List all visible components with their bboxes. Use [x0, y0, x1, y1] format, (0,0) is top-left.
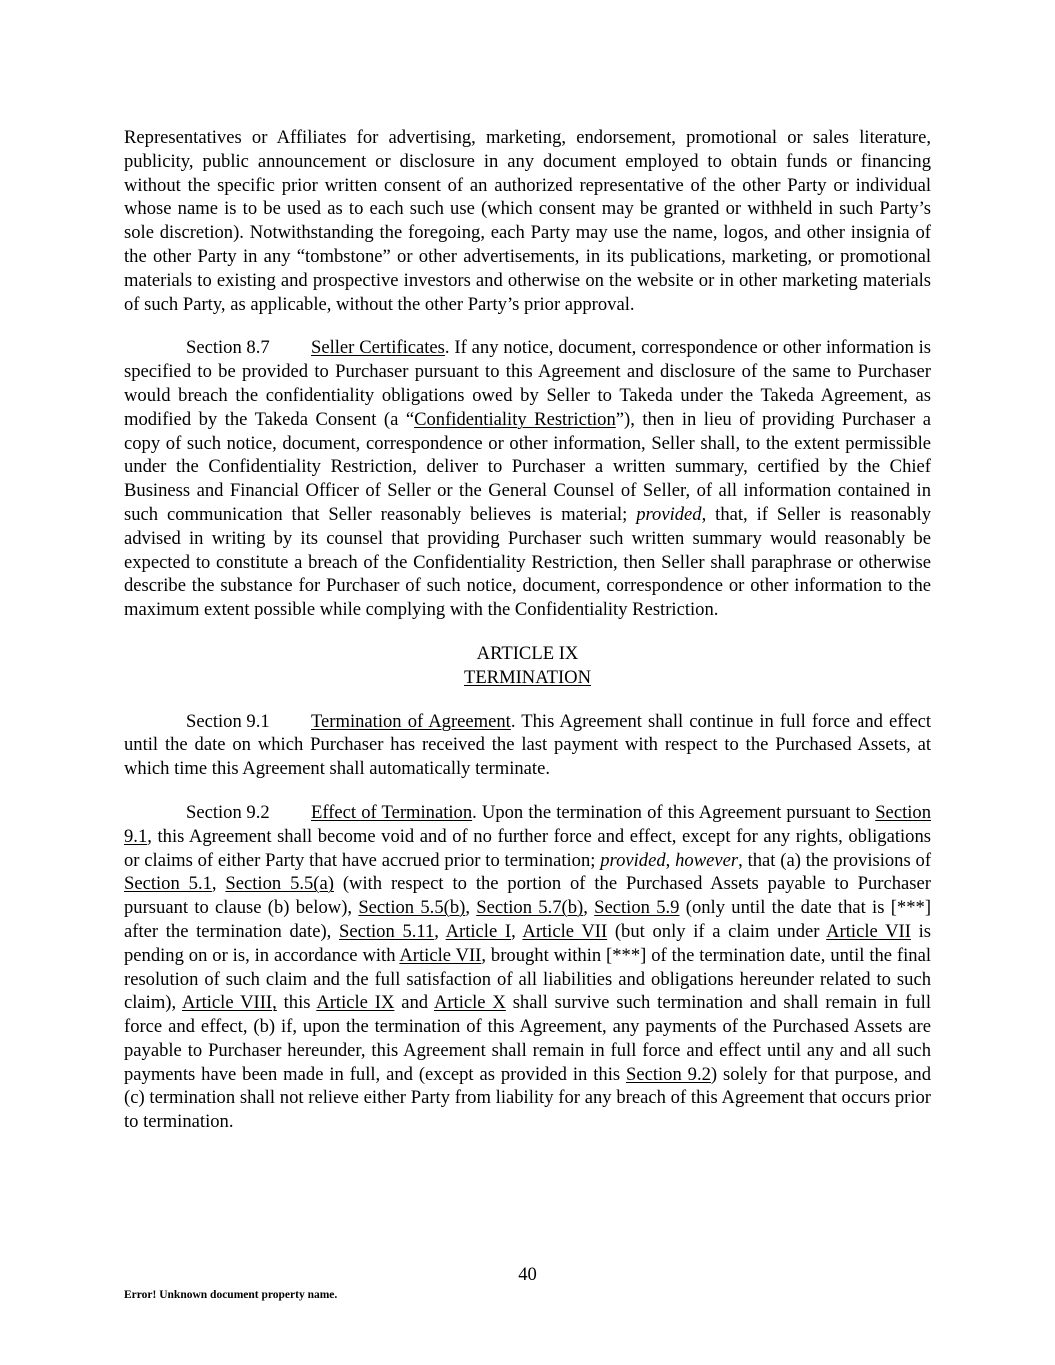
section-title: Termination of Agreement — [311, 710, 511, 732]
article-heading-number: ARTICLE IX — [476, 642, 579, 664]
section-9-1: Section 9.1 Termination of Agreement. This Agreement shall continue in full force and effect until the date on which Purchaser has received the last payment with respect to the Purchased Assets, at which time this Agreement shall automatically terminate. — [124, 710, 931, 780]
cross-reference: Article VII — [826, 920, 911, 942]
paragraph-publicity: Representatives or Affiliates for advertising, marketing, endorsement, promotional or sales literature, publicity, public announcement or disclosure in any document employed to obtain funds or financing without the specific prior written consent of an authorized representative of the other Party or individual whose name is to be used as to each such use (which consent may be granted or withheld in such Party’s sole discretion). Notwithstanding the foregoing, each Party may use the name, logos, and other insignia of the other Party in any “tombstone” or other advertisements, in its publications, marketing, or promotional materials to existing and prospective investors and otherwise on the website or in other marketing materials of such Party, as applicable, without the other Party’s prior approval. — [124, 127, 931, 315]
cross-reference: Article I — [445, 920, 512, 942]
cross-reference: Section 5.5(a) — [225, 873, 334, 895]
section-title: Effect of Termination — [311, 801, 473, 823]
section-8-7: Section 8.7 Seller Certificates. If any notice, document, correspondence or other information is specified to be provided to Purchaser pursuant to this Agreement and disclosure of the same to Purchaser would breach the confidentiality obligations owed by Seller to Takeda under the Takeda Agreement, as modified by the Takeda Consent (a “Confidentiality Restriction”), then in lieu of providing Purchaser a copy of such notice, document, correspondence or other information, Seller shall, to the extent permissible under the Confidentiality Restriction, deliver to Purchaser a written summary, certified by the Chief Business and Financial Officer of Seller or the General Counsel of Seller, of all information contained in such communication that Seller reasonably believes is material; provided, that, if Seller is reasonably advised in writing by its counsel that providing Purchaser such written summary would reasonably be expected to constitute a breach of the Confidentiality Restriction, then Seller shall paraphrase or otherwise describe the substance for Purchaser of such notice, document, correspondence or other information to the maximum extent possible while complying with the Confidentiality Restriction. — [124, 337, 932, 621]
cross-reference: Article VII — [522, 920, 608, 942]
section-number: Section 9.1 — [186, 710, 270, 732]
cross-reference: Article IX — [316, 992, 395, 1014]
section-title: Seller Certificates — [311, 337, 445, 359]
section-9-2: Section 9.2 Effect of Termination. Upon the termination of this Agreement pursuant to Section 9.1, this Agreement shall become void and of no further force and effect, except for any rights, obligations or claims of either Party that have accrued prior to termination; provided, however, that (a) the provisions of Section 5.1, Section 5.5(a) (with respect to the portion of the Purchased Assets payable to Purchaser pursuant to clause (b) below), Section 5.5(b), Section 5.7(b), Section 5.9 (only until the date that is [***] after the termination date), Section 5.11, Article I, Article VII (but only if a claim under Article VII is pending on or is, in accordance with Article VII, brought within [***] of the termination date, until the final resolution of such claim and the full satisfaction of all liabilities and obligations hereunder related to such claim), Article VIII, this Article IX and Article X shall survive such termination and shall remain in full force and effect, (b) if, upon the termination of this Agreement, any payments of the Purchased Assets are payable to Purchaser hereunder, this Agreement shall remain in full force and effect until any and all such payments have been made in full, and (except as provided in this Section 9.2) solely for that purpose, and (c) termination shall not relieve either Party from liability for any breach of this Agreement that occurs prior to termination. — [124, 801, 932, 1133]
page-number: 40 — [518, 1264, 537, 1285]
cross-reference: Section 5.9 — [594, 897, 680, 919]
cross-reference: Article VII — [399, 944, 482, 966]
document-page — [124, 126, 931, 1134]
cross-reference: Article VIII, — [181, 992, 277, 1014]
cross-reference: Section 9.1 — [124, 801, 931, 847]
cross-reference: Section 5.7(b) — [476, 897, 584, 919]
article-heading-title: TERMINATION — [463, 666, 592, 688]
defined-term: Confidentiality Restriction — [414, 408, 616, 430]
cross-reference: Section 9.2 — [626, 1063, 711, 1085]
section-number: Section 9.2 — [186, 801, 270, 823]
cross-reference: Section 5.1 — [124, 873, 212, 895]
cross-reference: Section 5.11 — [339, 920, 435, 942]
section-number: Section 8.7 — [186, 337, 270, 359]
cross-reference: Section 5.5(b) — [358, 897, 466, 919]
cross-reference: Article X — [433, 992, 506, 1014]
footer-error-text: Error! Unknown document property name. — [124, 1289, 338, 1301]
